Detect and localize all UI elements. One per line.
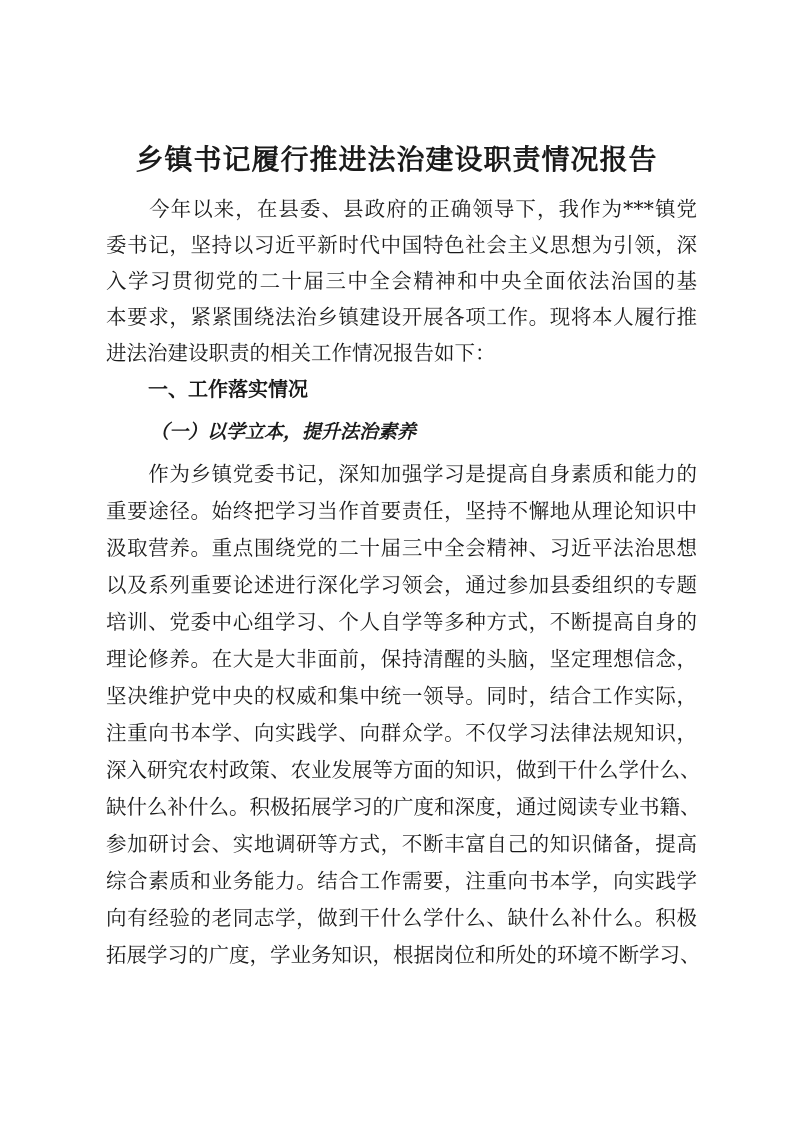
- body-line: 缺什么补什么。积极拓展学习的广度和深度，通过阅读专业书籍、: [106, 795, 701, 819]
- body-line: 理论修养。在大是大非面前，保持清醒的头脑，坚定理想信念，: [106, 647, 697, 671]
- body-line: 参加研讨会、实地调研等方式，不断丰富自己的知识储备，提高: [106, 832, 697, 856]
- body-line: 以及系列重要论述进行深化学习领会，通过参加县委组织的专题: [106, 573, 697, 597]
- body-line: 培训、党委中心组学习、个人自学等多种方式，不断提高自身的: [106, 610, 697, 634]
- intro-line: 今年以来，在县委、县政府的正确领导下，我作为***镇党: [106, 197, 697, 221]
- body-line: 汲取营养。重点围绕党的二十届三中全会精神、习近平法治思想: [106, 536, 697, 560]
- body-line: 深入研究农村政策、农业发展等方面的知识，做到干什么学什么、: [106, 758, 701, 782]
- body-line: 坚决维护党中央的权威和集中统一领导。同时，结合工作实际，: [106, 684, 697, 708]
- body-line: 向有经验的老同志学，做到干什么学什么、缺什么补什么。积极: [106, 906, 697, 930]
- body-line: 注重向书本学、向实践学、向群众学。不仅学习法律法规知识，: [106, 721, 697, 745]
- document-title: 乡镇书记履行推进法治建设职责情况报告: [135, 143, 658, 176]
- intro-line: 进法治建设职责的相关工作情况报告如下：: [106, 341, 496, 365]
- intro-line: 本要求，紧紧围绕法治乡镇建设开展各项工作。现将本人履行推: [106, 305, 697, 329]
- body-line: 综合素质和业务能力。结合工作需要，注重向书本学，向实践学: [106, 869, 697, 893]
- body-line: 重要途径。始终把学习当作首要责任，坚持不懈地从理论知识中: [106, 499, 697, 523]
- intro-line: 入学习贯彻党的二十届三中全会精神和中央全面依法治国的基: [106, 269, 697, 293]
- section-heading: 一、工作落实情况: [148, 377, 308, 401]
- body-line: 作为乡镇党委书记，深知加强学习是提高自身素质和能力的: [106, 462, 697, 486]
- intro-line: 委书记，坚持以习近平新时代中国特色社会主义思想为引领，深: [106, 233, 697, 257]
- body-line: 拓展学习的广度，学业务知识，根据岗位和所处的环境不断学习、: [106, 943, 701, 967]
- subsection-heading: （一）以学立本，提升法治素养: [150, 421, 417, 443]
